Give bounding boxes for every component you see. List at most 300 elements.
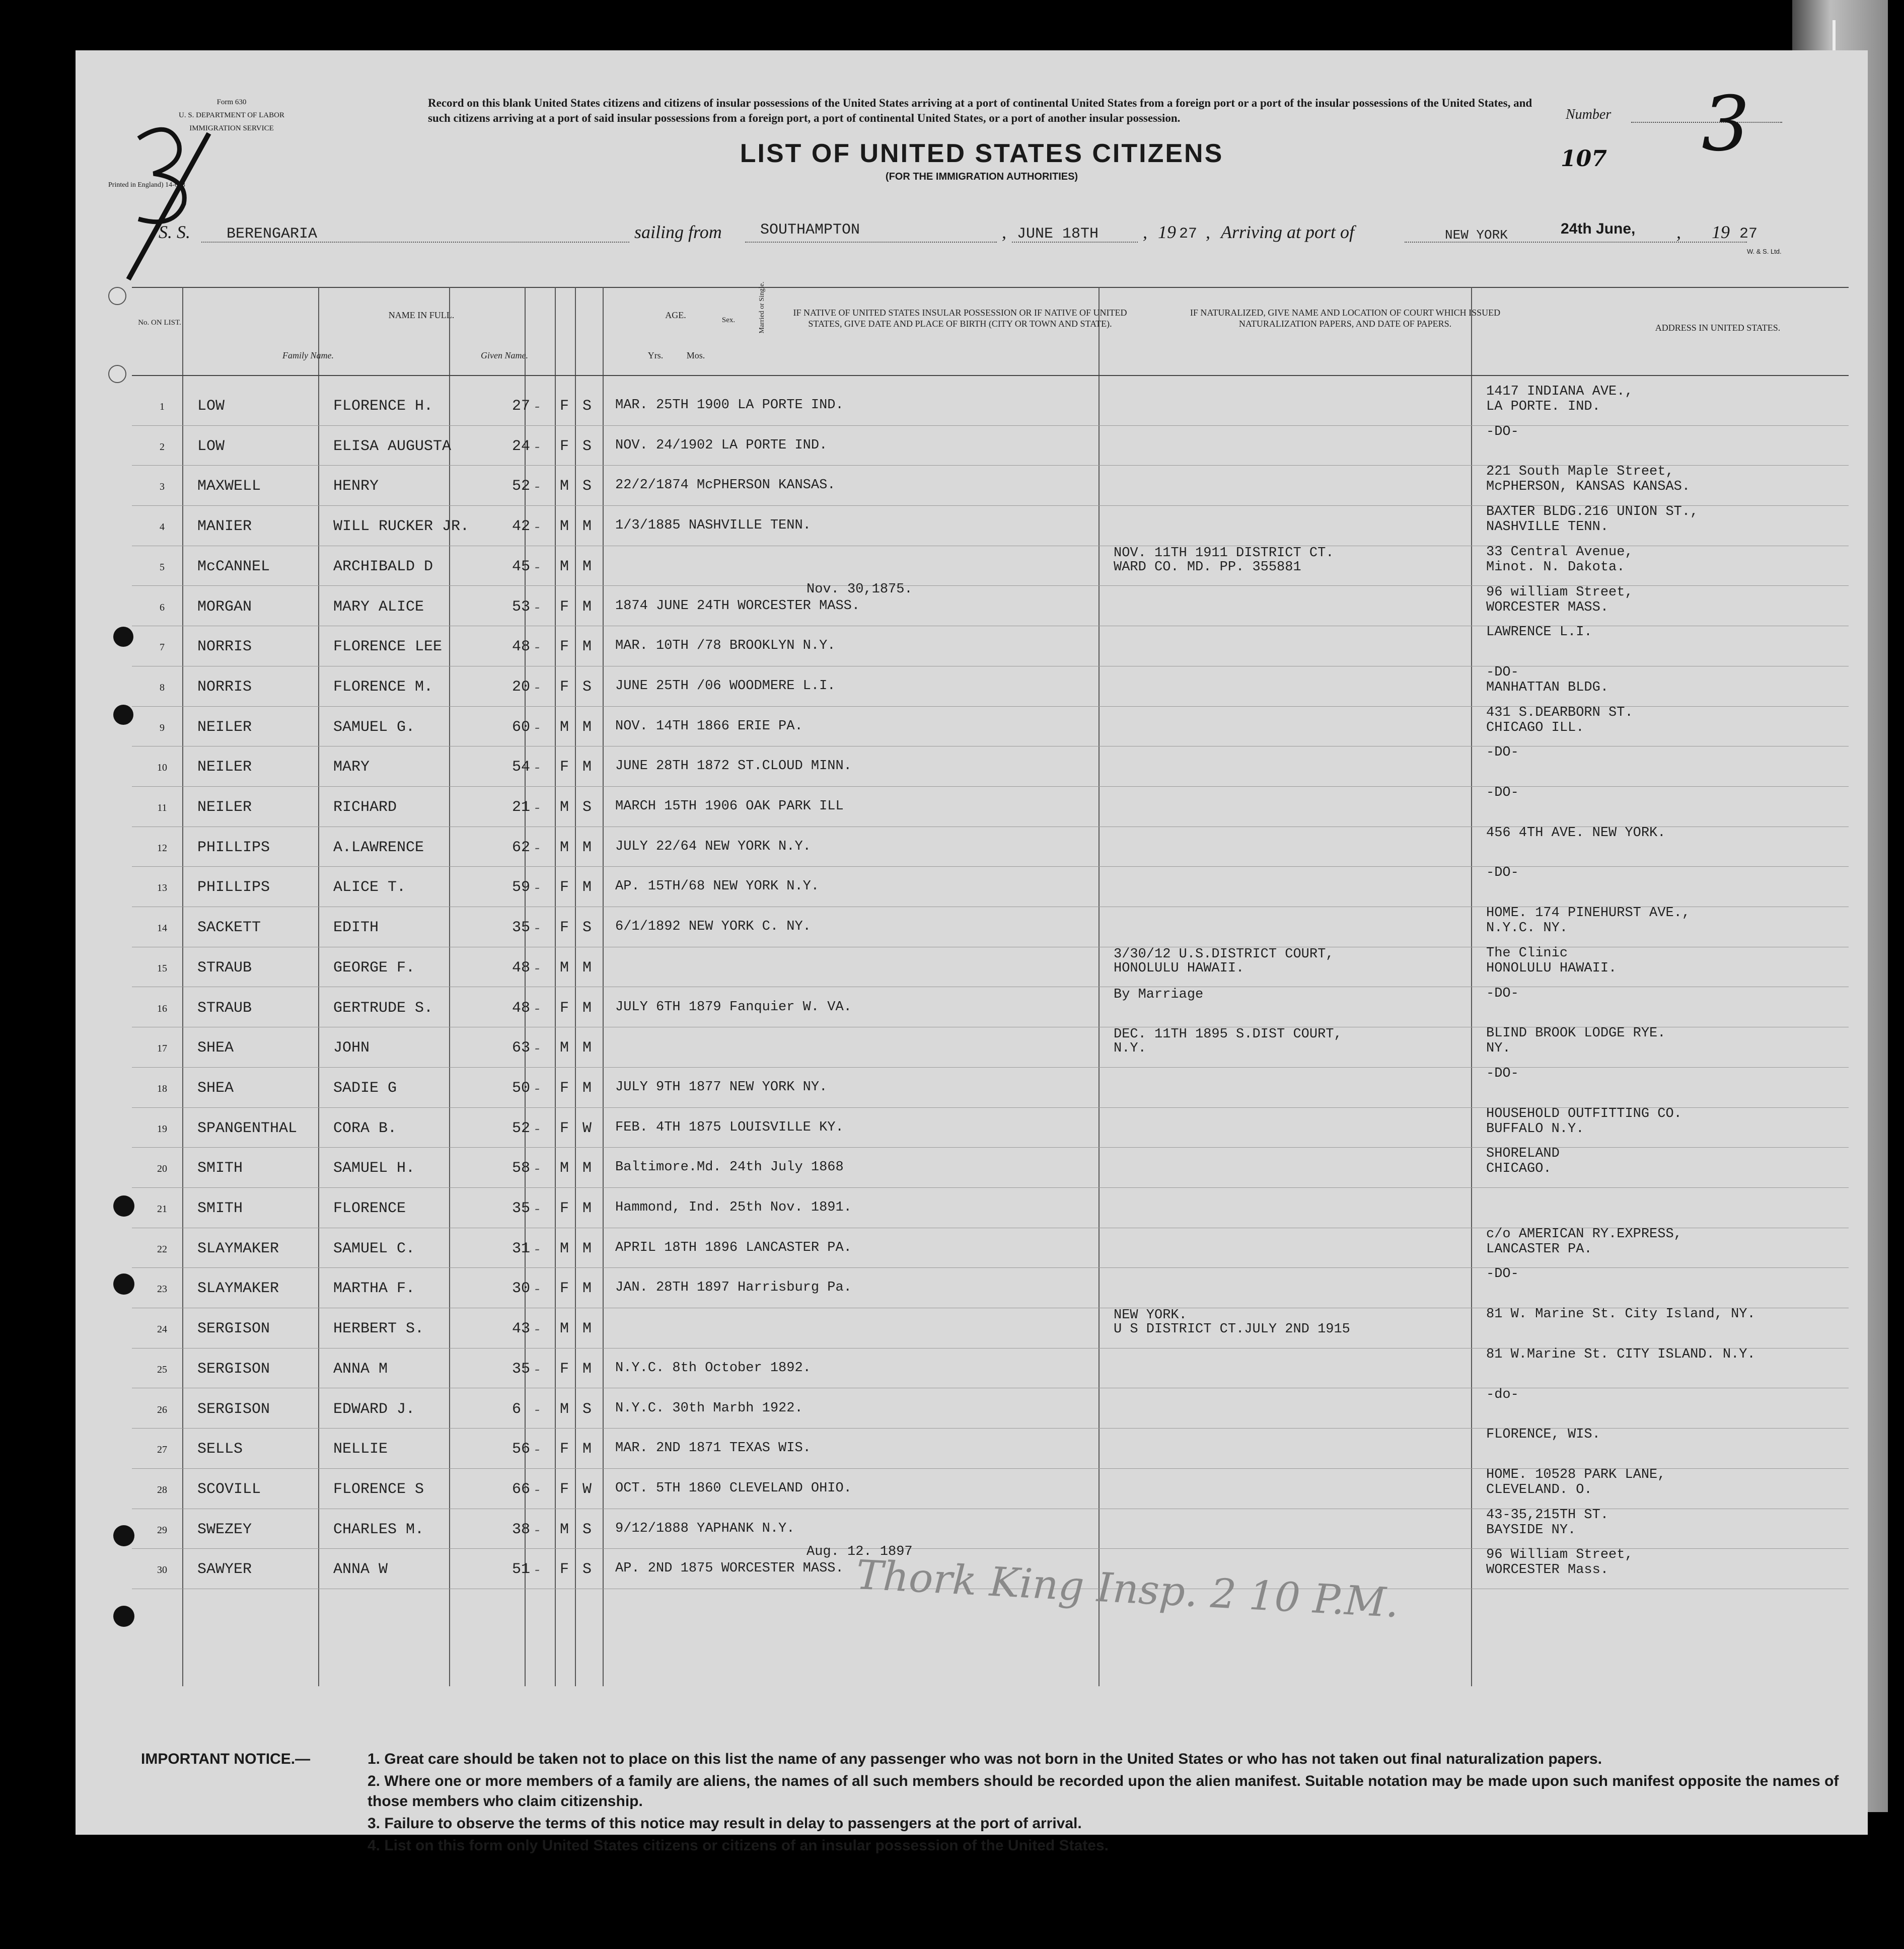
cell-sex: F bbox=[560, 1280, 569, 1298]
cell-given: ELISA AUGUSTA bbox=[333, 437, 452, 455]
cell-no: 3 bbox=[160, 481, 165, 493]
cell-mos: - bbox=[535, 959, 540, 977]
table-row bbox=[132, 465, 1849, 505]
cell-given: GERTRUDE S. bbox=[333, 999, 433, 1017]
cell-no: 10 bbox=[157, 762, 167, 774]
cell-family: NORRIS bbox=[197, 678, 252, 696]
cell-yrs: 50 bbox=[512, 1079, 531, 1097]
cell-family: NEILER bbox=[197, 759, 252, 776]
cell-yrs: 51 bbox=[512, 1561, 531, 1579]
cell-birth: MAR. 10TH /78 BROOKLYN N.Y. bbox=[615, 638, 836, 654]
ship-name: BERENGARIA bbox=[227, 226, 318, 243]
cell-no: 1 bbox=[160, 401, 165, 412]
cell-ms: M bbox=[582, 558, 592, 575]
cell-addr1: The Clinic bbox=[1486, 945, 1568, 961]
number-label: Number bbox=[1566, 107, 1612, 122]
cell-ms: S bbox=[582, 799, 592, 816]
cell-ms: S bbox=[582, 678, 592, 696]
table-row bbox=[132, 746, 1849, 786]
cell-given: SAMUEL G. bbox=[333, 718, 415, 736]
cell-sex: F bbox=[560, 678, 569, 696]
cell-family: McCANNEL bbox=[197, 558, 270, 575]
col-mos: Mos. bbox=[686, 350, 705, 360]
department: U. S. DEPARTMENT OF LABOR bbox=[179, 111, 284, 119]
table-row bbox=[132, 1428, 1849, 1468]
cell-mos: - bbox=[535, 1160, 540, 1178]
cell-sex: F bbox=[560, 1480, 569, 1498]
cell-birth: Baltimore.Md. 24th July 1868 bbox=[615, 1160, 844, 1175]
cell-addr2: LANCASTER PA. bbox=[1486, 1241, 1592, 1257]
year-to: 27 bbox=[1739, 226, 1758, 243]
cell-family: NEILER bbox=[197, 718, 252, 736]
col-yrs: Yrs. bbox=[647, 350, 664, 360]
cell-yrs: 58 bbox=[512, 1160, 531, 1177]
cell-yrs: 56 bbox=[512, 1441, 531, 1458]
manifest-sheet: Form 630 U. S. DEPARTMENT OF LABOR IMMIGRATION SERVICE Printed in England) 14-608 Record on this blank United States citizens and citizens of insular possessions of the United States arriving at a port of continental United States from a foreign port or a port of the insular possessions of the United States, and such citizens arriving at a port of said insular possessions from a foreign port, a port of continental United States, or a port of another insular possession. LIST OF UNITED STATES CITIZENS (FOR THE IMMIGRATION AUTHORITIES) Number 3 107 S. S. BERENGARIA sailing from SOUTHAMPTON , JUNE 18TH , 19 27 , Arriving at port of NEW YORK 24th June, , 19 27 W. & S. Ltd. No. ON LIST. NAME IN FULL. Family Name. Given Name. AGE. Yrs. Mos. Sex. Married or Single. IF NATIVE OF UNITED STATES INSULAR POSSESSION OR IF NATIVE OF UNITED STATES, GIVE DATE AND PLACE OF BIRTH (CITY OR TOWN AND STATE). IF NATURALIZED, GIVE NAME AND LOCATION OF COURT WHICH ISSUED NATURALIZATION PAPERS, AND DATE OF PAPERS. ADDRESS IN UNITED STATES. 1 LOW FLORENCE H. 27 - F S MAR. 25TH 1900 LA PORTE IND. 1417 INDIANA AVE., LA PORTE. IND. 2 LOW ELISA AUGUSTA 24 - F S NOV. 24/1902 LA PORTE IND. -DO- 3 MAXWELL HENRY 52 - M S 22/2/1874 McPHERSON KANSAS. 221 South Maple Street, McPHERSON, KANSAS KANSAS. 4 MANIER WILL RUCKER JR. 42 - M M 1/3/1885 NASHVILLE TENN. BAXTER BLDG.216 UNION ST., NASHVILLE TENN. 5 McCANNEL ARCHIBALD D 45 - M M NOV. 11TH 1911 DISTRICT CT. WARD CO. MD. PP. 355881 33 Central Avenue, Minot. N. Dakota. 6 MORGAN MARY ALICE 53 - F M Nov. 30,1875. 1874 JUNE 24TH WORCESTER MASS. 96 william Street, WORCESTER MASS. 7 NORRIS FLORENCE LEE 48 - F M MAR. 10TH /78 BROOKLYN N.Y. LAWRENCE L.I. 8 NORRIS FLORENCE M. 20 - F S JUNE 25TH /06 WOODMERE L.I. -DO- MANHATTAN BLDG. 9 NEILER SAMUEL G. 60 - M M NOV. 14TH 1866 ERIE PA. 431 S.DEARBORN ST. CHICAGO ILL. 10 NEILER MARY 54 - F M JUNE 28TH 1872 ST.CLOUD MINN. -DO- 11 NEILER RICHARD 21 - M S MARCH 15TH 1906 OAK PARK ILL -DO- 12 PHILLIPS A.LAWRENCE 62 - M M JULY 22/64 NEW YORK N.Y. 456 4TH AVE. NEW YORK. 13 PHILLIPS ALICE T. 59 - F M AP. 15TH/68 NEW YORK N.Y. -DO- 14 SACKETT EDITH 35 - F S 6/1/1892 NEW YORK C. NY. HOME. 174 PINEHURST AVE., N.Y.C. NY. 15 STRAUB GEORGE F. 48 - M M 3/30/12 U.S.DISTRICT COURT, HONOLULU HAWAII. The Clinic HONOLULU HAWAII. 16 STRAUB GERTRUDE S. 48 - F M JULY 6TH 1879 Fanquier W. VA. By Marriage -DO- 17 SHEA JOHN 63 - M M DEC. 11TH 1895 S.DIST COURT, N.Y. BLIND BROOK LODGE RYE. NY. 18 SHEA SADIE G 50 - F M JULY 9TH 1877 NEW YORK NY. -DO- 19 SPANGENTHAL CORA B. 52 - F W FEB. 4TH 1875 LOUISVILLE KY. HOUSEHOLD OUTFITTING CO. BUFFALO N.Y. 20 SMITH SAMUEL H. 58 - M M Baltimore.Md. 24th July 1868 SHORELAND CHICAGO. 21 SMITH FLORENCE 35 - F M Hammond, Ind. 25th Nov. 1891. 22 SLAYMAKER SAMUEL C. 31 - M M APRIL 18TH 1896 LANCASTER PA. c/o AMERICAN RY.EXPRESS, LANCASTER PA. 23 SLAYMAKER MARTHA F. 30 - F M JAN. 28TH 1897 Harrisburg Pa. -DO- 24 SERGISON HERBERT S. 43 - M M NEW YORK. U S DISTRICT CT.JULY 2ND 1915 81 W. Marine St. City Island, NY. 25 SERGISON ANNA M 35 - F M N.Y.C. 8th October 1892. 81 W.Marine St. CITY ISLAND. N.Y. 26 SERGISON EDWARD J. 6 - M S N.Y.C. 30th Marbh 1922. -do- 27 SELLS NELLIE 56 - F M MAR. 2ND 1871 TEXAS WIS. FLORENCE, WIS. 28 SCOVILL FLORENCE S 66 - F W OCT. 5TH 1860 CLEVELAND OHIO. HOME. 10528 PARK LANE, CLEVELAND. O. 29 SWEZEY CHARLES M. 38 - M S 9/12/1888 YAPHANK N.Y. 43-35,215TH ST. BAYSIDE NY. 30 SAWYER ANNA W 51 - F S Aug. 12. 1897 AP. 2ND 1875 WORCESTER MASS. 96 William Street, WORCESTER Mass. Thork King Insp. 2 10 P.M. IMPORTANT NOTICE.— 1. Great care should be taken not to place on this list the name of any passenger who was not born in the United States or who has not taken out final naturalization papers. 2. Where one or more members of a family are aliens, the names of all such members should be recorded upon the alien manifest. Suitable notation may be made upon such manifest opposite the names of those members who claim citizenship. 3. Failure to observe the terms of this notice may result in delay to passengers at the port of arrival. 4. List on this form only United States citizens or citizens of an insular possession of the United States. bbox=[76, 50, 1868, 1835]
notice-heading: IMPORTANT NOTICE.— bbox=[141, 1751, 311, 1767]
table-row bbox=[132, 987, 1849, 1027]
cell-mos: - bbox=[535, 518, 540, 536]
cell-addr2: CHICAGO ILL. bbox=[1486, 720, 1584, 735]
col-given: Given Name. bbox=[481, 350, 528, 360]
cell-addr1: -DO- bbox=[1486, 785, 1519, 800]
cell-birth: APRIL 18TH 1896 LANCASTER PA. bbox=[615, 1240, 852, 1255]
cell-yrs: 59 bbox=[512, 879, 531, 896]
cell-given: ARCHIBALD D bbox=[333, 558, 433, 575]
cell-birth: NOV. 14TH 1866 ERIE PA. bbox=[615, 718, 803, 734]
cell-no: 21 bbox=[157, 1204, 167, 1215]
cell-mos: - bbox=[535, 558, 540, 576]
cell-mos: - bbox=[535, 1200, 540, 1218]
cell-no: 27 bbox=[157, 1444, 167, 1456]
cell-sex: F bbox=[560, 638, 569, 656]
port-to: NEW YORK bbox=[1445, 228, 1508, 243]
cell-family: SMITH bbox=[197, 1200, 243, 1217]
cell-yrs: 53 bbox=[512, 598, 531, 616]
cell-mos: - bbox=[535, 1079, 540, 1097]
cell-addr1: 221 South Maple Street, bbox=[1486, 464, 1674, 480]
cell-ms: M bbox=[582, 1079, 592, 1097]
list-number: 3 bbox=[1702, 81, 1750, 168]
cell-given: FLORENCE LEE bbox=[333, 638, 443, 656]
cell-given: ANNA W bbox=[333, 1561, 388, 1579]
cell-yrs: 63 bbox=[512, 1039, 531, 1057]
table-row bbox=[132, 1348, 1849, 1388]
notice-item: 3. Failure to observe the terms of this notice may result in delay to passengers at the port of arrival. bbox=[368, 1815, 1082, 1832]
cell-yrs: 35 bbox=[512, 919, 531, 937]
cell-family: LOW bbox=[197, 437, 225, 455]
table-row bbox=[132, 907, 1849, 947]
cell-family: SERGISON bbox=[197, 1360, 270, 1378]
cell-ms: W bbox=[582, 1480, 592, 1498]
cell-mos: - bbox=[535, 1400, 540, 1418]
cell-sex: M bbox=[560, 839, 569, 856]
cell-given: MARTHA F. bbox=[333, 1280, 415, 1298]
sailing-label: sailing from bbox=[634, 222, 722, 242]
cell-sex: M bbox=[560, 1320, 569, 1338]
cell-ms: M bbox=[582, 879, 592, 896]
cell-birth: 9/12/1888 YAPHANK N.Y. bbox=[615, 1521, 795, 1536]
handwritten-number: 107 bbox=[1561, 146, 1607, 172]
cell-sex: M bbox=[560, 478, 569, 495]
passenger-table bbox=[132, 281, 1849, 1711]
cell-family: SAWYER bbox=[197, 1561, 252, 1579]
cell-no: 23 bbox=[157, 1284, 167, 1295]
cell-given: ANNA M bbox=[333, 1360, 388, 1378]
cell-birth: MARCH 15TH 1906 OAK PARK ILL bbox=[615, 799, 844, 814]
table-row bbox=[132, 626, 1849, 666]
cell-given: MARY bbox=[333, 759, 370, 776]
margin-mark bbox=[108, 118, 229, 287]
cell-family: MANIER bbox=[197, 518, 252, 536]
cell-no: 30 bbox=[157, 1564, 167, 1576]
cell-nat2: U S DISTRICT CT.JULY 2ND 1915 bbox=[1114, 1322, 1350, 1337]
notice-item: 1. Great care should be taken not to place on this list the name of any passenger who was not born in the United States or who has not taken out final naturalization papers. bbox=[368, 1751, 1602, 1767]
cell-addr2: CHICAGO. bbox=[1486, 1161, 1552, 1177]
cell-mos: - bbox=[535, 437, 540, 456]
cell-birth: N.Y.C. 30th Marbh 1922. bbox=[615, 1400, 803, 1416]
cell-no: 18 bbox=[157, 1083, 167, 1094]
cell-mos: - bbox=[535, 1480, 540, 1498]
cell-birth2: Aug. 12. 1897 bbox=[807, 1544, 913, 1560]
cell-given: RICHARD bbox=[333, 799, 397, 816]
table-row bbox=[132, 947, 1849, 987]
cell-ms: M bbox=[582, 1200, 592, 1217]
cell-family: STRAUB bbox=[197, 999, 252, 1017]
cell-addr1: 96 william Street, bbox=[1486, 584, 1633, 600]
cell-addr2: BUFFALO N.Y. bbox=[1486, 1121, 1584, 1137]
port-from: SOUTHAMPTON bbox=[760, 221, 860, 239]
cell-family: STRAUB bbox=[197, 959, 252, 977]
table-row bbox=[132, 706, 1849, 746]
cell-addr2: WORCESTER Mass. bbox=[1486, 1562, 1609, 1578]
cell-given: MARY ALICE bbox=[333, 598, 424, 616]
cell-nat1: DEC. 11TH 1895 S.DIST COURT, bbox=[1114, 1027, 1342, 1042]
year-prefix-from: 19 bbox=[1158, 222, 1176, 242]
cell-addr2: N.Y.C. NY. bbox=[1486, 921, 1568, 936]
cell-addr2: McPHERSON, KANSAS KANSAS. bbox=[1486, 479, 1691, 495]
cell-mos: - bbox=[535, 879, 540, 897]
cell-sex: M bbox=[560, 1521, 569, 1538]
table-row bbox=[132, 505, 1849, 546]
table-row bbox=[132, 1509, 1849, 1549]
cell-addr1: -DO- bbox=[1486, 1066, 1519, 1081]
cell-family: SHEA bbox=[197, 1039, 234, 1057]
cell-mos: - bbox=[535, 1561, 540, 1579]
cell-given: CORA B. bbox=[333, 1119, 397, 1137]
cell-birth: JAN. 28TH 1897 Harrisburg Pa. bbox=[615, 1280, 852, 1296]
punch-hole bbox=[113, 627, 133, 647]
table-row bbox=[132, 581, 1849, 626]
cell-addr1: BAXTER BLDG.216 UNION ST., bbox=[1486, 504, 1699, 520]
cell-addr2: BAYSIDE NY. bbox=[1486, 1522, 1576, 1538]
cell-ms: M bbox=[582, 1280, 592, 1298]
cell-sex: M bbox=[560, 558, 569, 575]
cell-yrs: 52 bbox=[512, 478, 531, 495]
cell-given: HENRY bbox=[333, 478, 379, 495]
cell-birth: JUNE 25TH /06 WOODMERE L.I. bbox=[615, 678, 836, 694]
punch-hole bbox=[113, 705, 133, 725]
cell-family: SLAYMAKER bbox=[197, 1280, 279, 1298]
cell-addr1: LAWRENCE L.I. bbox=[1486, 625, 1592, 640]
service: IMMIGRATION SERVICE bbox=[189, 124, 274, 132]
cell-no: 4 bbox=[160, 521, 165, 533]
cell-addr2: Minot. N. Dakota. bbox=[1486, 559, 1625, 575]
cell-ms: M bbox=[582, 759, 592, 776]
cell-sex: F bbox=[560, 598, 569, 616]
table-row bbox=[132, 546, 1849, 586]
printer-mark: W. & S. Ltd. bbox=[1747, 248, 1782, 255]
cell-yrs: 35 bbox=[512, 1360, 531, 1378]
cell-mos: - bbox=[535, 839, 540, 857]
cell-mos: - bbox=[535, 598, 540, 616]
cell-addr1: HOME. 10528 PARK LANE, bbox=[1486, 1467, 1666, 1482]
cell-family: PHILLIPS bbox=[197, 879, 270, 896]
cell-yrs: 48 bbox=[512, 999, 531, 1017]
cell-family: SMITH bbox=[197, 1160, 243, 1177]
date-from: JUNE 18TH bbox=[1017, 226, 1099, 243]
cell-no: 13 bbox=[157, 882, 167, 894]
cell-sex: M bbox=[560, 518, 569, 536]
cell-yrs: 54 bbox=[512, 759, 531, 776]
cell-addr2: WORCESTER MASS. bbox=[1486, 599, 1609, 615]
cell-no: 29 bbox=[157, 1524, 167, 1536]
cell-given: FLORENCE S bbox=[333, 1480, 424, 1498]
cell-mos: - bbox=[535, 1280, 540, 1298]
cell-family: SPANGENTHAL bbox=[197, 1119, 298, 1137]
col-naturalized: IF NATURALIZED, GIVE NAME AND LOCATION OF COURT WHICH ISSUED NATURALIZATION PAPERS, AND DATE OF PAPERS. bbox=[1190, 308, 1501, 329]
ss-label: S. S. bbox=[159, 222, 190, 242]
table-row bbox=[132, 1267, 1849, 1308]
cell-addr1: -DO- bbox=[1486, 986, 1519, 1001]
cell-no: 2 bbox=[160, 441, 165, 453]
cell-addr1: SHORELAND bbox=[1486, 1146, 1560, 1162]
col-married: Married or Single. bbox=[758, 281, 766, 334]
cell-family: SLAYMAKER bbox=[197, 1240, 279, 1257]
table-row bbox=[132, 1187, 1849, 1228]
cell-sex: F bbox=[560, 1079, 569, 1097]
cell-addr2: NASHVILLE TENN. bbox=[1486, 519, 1609, 535]
cell-sex: M bbox=[560, 718, 569, 736]
punch-hole bbox=[113, 1606, 134, 1627]
cell-family: SELLS bbox=[197, 1441, 243, 1458]
cell-given: NELLIE bbox=[333, 1441, 388, 1458]
cell-yrs: 38 bbox=[512, 1521, 531, 1538]
cell-no: 14 bbox=[157, 923, 167, 934]
cell-no: 8 bbox=[160, 682, 165, 693]
cell-family: SERGISON bbox=[197, 1320, 270, 1338]
cell-sex: M bbox=[560, 799, 569, 816]
col-address: ADDRESS IN UNITED STATES. bbox=[1655, 323, 1781, 333]
cell-yrs: 31 bbox=[512, 1240, 531, 1257]
cell-yrs: 48 bbox=[512, 638, 531, 656]
cell-no: 20 bbox=[157, 1163, 167, 1175]
cell-birth: 1/3/1885 NASHVILLE TENN. bbox=[615, 518, 811, 534]
cell-birth: JULY 6TH 1879 Fanquier W. VA. bbox=[615, 999, 852, 1015]
cell-sex: F bbox=[560, 398, 569, 415]
table-row bbox=[132, 425, 1849, 466]
cell-no: 7 bbox=[160, 642, 165, 653]
cell-family: MORGAN bbox=[197, 598, 252, 616]
cell-ms: M bbox=[582, 1160, 592, 1177]
cell-family: SERGISON bbox=[197, 1400, 270, 1418]
cell-no: 25 bbox=[157, 1364, 167, 1375]
cell-given: CHARLES M. bbox=[333, 1521, 424, 1538]
cell-ms: M bbox=[582, 1360, 592, 1378]
table-row bbox=[132, 1468, 1849, 1509]
cell-yrs: 52 bbox=[512, 1119, 531, 1137]
cell-nat2: HONOLULU HAWAII. bbox=[1114, 960, 1244, 976]
cell-given: EDWARD J. bbox=[333, 1400, 415, 1418]
cell-no: 12 bbox=[157, 842, 167, 854]
cell-no: 16 bbox=[157, 1003, 167, 1014]
handwritten-number-icon bbox=[108, 118, 229, 284]
cell-no: 9 bbox=[160, 722, 165, 733]
cell-birth: AP. 15TH/68 NEW YORK N.Y. bbox=[615, 879, 820, 894]
table-row bbox=[132, 866, 1849, 907]
cell-family: SACKETT bbox=[197, 919, 261, 937]
punch-hole bbox=[113, 1525, 134, 1546]
cell-addr1: -DO- bbox=[1486, 424, 1519, 439]
cell-family: NORRIS bbox=[197, 638, 252, 656]
cell-given: JOHN bbox=[333, 1039, 370, 1057]
cell-mos: - bbox=[535, 1521, 540, 1539]
cell-yrs: 48 bbox=[512, 959, 531, 977]
cell-addr2: CLEVELAND. O. bbox=[1486, 1482, 1592, 1497]
cell-ms: M bbox=[582, 1240, 592, 1257]
table-row bbox=[132, 666, 1849, 706]
cell-addr1: 81 W.Marine St. CITY ISLAND. N.Y. bbox=[1486, 1346, 1755, 1362]
table-row bbox=[132, 827, 1849, 867]
cell-ms: S bbox=[582, 398, 592, 415]
cell-sex: F bbox=[560, 919, 569, 937]
cell-no: 6 bbox=[160, 602, 165, 613]
cell-addr1: -do- bbox=[1486, 1387, 1519, 1402]
cell-given: SADIE G bbox=[333, 1079, 397, 1097]
cell-birth: FEB. 4TH 1875 LOUISVILLE KY. bbox=[615, 1119, 844, 1135]
cell-mos: - bbox=[535, 398, 540, 415]
cell-ms: M bbox=[582, 999, 592, 1017]
table-row bbox=[132, 1228, 1849, 1268]
table-row bbox=[132, 1067, 1849, 1107]
table-row bbox=[132, 1027, 1849, 1067]
cell-addr1: 456 4TH AVE. NEW YORK. bbox=[1486, 825, 1666, 841]
cell-mos: - bbox=[535, 638, 540, 656]
printed-line: Printed in England) 14-608 bbox=[108, 181, 185, 189]
table-row bbox=[132, 1147, 1849, 1187]
cell-given: HERBERT S. bbox=[333, 1320, 424, 1338]
cell-given: EDITH bbox=[333, 919, 379, 937]
cell-yrs: 20 bbox=[512, 678, 531, 696]
cell-given: WILL RUCKER JR. bbox=[333, 518, 470, 536]
cell-ms: S bbox=[582, 1521, 592, 1538]
cell-given: FLORENCE bbox=[333, 1200, 406, 1217]
cell-addr2: LA PORTE. IND. bbox=[1486, 399, 1600, 414]
notice-list bbox=[368, 1749, 1868, 1858]
cell-mos: - bbox=[535, 759, 540, 777]
cell-addr1: HOUSEHOLD OUTFITTING CO. bbox=[1486, 1106, 1682, 1121]
cell-yrs: 62 bbox=[512, 839, 531, 856]
arrival-date: 24th June, bbox=[1561, 220, 1636, 237]
cell-addr1: 96 William Street, bbox=[1486, 1547, 1633, 1563]
record-instructions: Record on this blank United States citizens and citizens of insular possessions of the United States arriving at a port of continental United States from a foreign port or a port of the insular possessions of the United States, and such citizens arriving at a port of said insular possessions from a foreign port, a port of continental United States, or a port of another insular possession. bbox=[428, 97, 1532, 124]
cell-addr1: 431 S.DEARBORN ST. bbox=[1486, 705, 1633, 720]
cell-family: SHEA bbox=[197, 1079, 234, 1097]
cell-no: 19 bbox=[157, 1123, 167, 1135]
cell-birth: AP. 2ND 1875 WORCESTER MASS. bbox=[615, 1561, 844, 1577]
cell-sex: M bbox=[560, 1400, 569, 1418]
page-title: LIST OF UNITED STATES CITIZENS bbox=[740, 139, 1224, 168]
cell-no: 17 bbox=[157, 1043, 167, 1055]
cell-ms: M bbox=[582, 518, 592, 536]
cell-ms: S bbox=[582, 919, 592, 937]
cell-given: GEORGE F. bbox=[333, 959, 415, 977]
cell-birth: 22/2/1874 McPHERSON KANSAS. bbox=[615, 478, 836, 493]
cell-sex: M bbox=[560, 959, 569, 977]
cell-addr1: 33 Central Avenue, bbox=[1486, 544, 1633, 560]
cell-ms: S bbox=[582, 1561, 592, 1579]
cell-given: ALICE T. bbox=[333, 879, 406, 896]
cell-nat2: WARD CO. MD. PP. 355881 bbox=[1114, 559, 1301, 575]
cell-ms: M bbox=[582, 638, 592, 656]
notice-item: 4. List on this form only United States citizens or citizens of an insular possession of the United States. bbox=[368, 1837, 1109, 1854]
cell-addr1: 43-35,215TH ST. bbox=[1486, 1507, 1609, 1523]
cell-addr1: HOME. 174 PINEHURST AVE., bbox=[1486, 906, 1691, 921]
punch-hole bbox=[113, 1195, 134, 1217]
notice-item: 2. Where one or more members of a family are aliens, the names of all such members should be recorded upon the alien manifest. Suitable notation may be made upon such manifest opposite the names of those members who claim citizenship. bbox=[368, 1773, 1839, 1810]
cell-yrs: 6 bbox=[512, 1400, 522, 1418]
cell-mos: - bbox=[535, 1119, 540, 1138]
table-row bbox=[132, 786, 1849, 827]
col-age: AGE. bbox=[665, 310, 686, 320]
cell-no: 5 bbox=[160, 561, 165, 573]
col-sex: Sex. bbox=[721, 316, 736, 324]
cell-ms: W bbox=[582, 1119, 592, 1137]
cell-nat1: 3/30/12 U.S.DISTRICT COURT, bbox=[1114, 946, 1334, 962]
cell-sex: F bbox=[560, 1441, 569, 1458]
cell-no: 28 bbox=[157, 1484, 167, 1495]
col-family: Family Name. bbox=[282, 350, 334, 360]
cell-addr1: BLIND BROOK LODGE RYE. bbox=[1486, 1026, 1666, 1041]
cell-ms: S bbox=[582, 437, 592, 455]
cell-sex: F bbox=[560, 1561, 569, 1579]
cell-yrs: 21 bbox=[512, 799, 531, 816]
cell-birth: Hammond, Ind. 25th Nov. 1891. bbox=[615, 1200, 852, 1215]
cell-addr2: MANHATTAN BLDG. bbox=[1486, 680, 1609, 695]
cell-mos: - bbox=[535, 1039, 540, 1058]
cell-ms: M bbox=[582, 959, 592, 977]
cell-ms: S bbox=[582, 1400, 592, 1418]
cell-sex: F bbox=[560, 879, 569, 896]
cell-given: SAMUEL H. bbox=[333, 1160, 415, 1177]
cell-sex: M bbox=[560, 1240, 569, 1257]
cell-birth: OCT. 5TH 1860 CLEVELAND OHIO. bbox=[615, 1480, 852, 1496]
cell-birth: N.Y.C. 8th October 1892. bbox=[615, 1360, 811, 1376]
cell-yrs: 24 bbox=[512, 437, 531, 455]
cell-given: FLORENCE M. bbox=[333, 678, 433, 696]
cell-birth: JULY 9TH 1877 NEW YORK NY. bbox=[615, 1079, 828, 1095]
cell-sex: F bbox=[560, 1360, 569, 1378]
cell-sex: F bbox=[560, 1200, 569, 1217]
cell-mos: - bbox=[535, 478, 540, 496]
cell-nat2: N.Y. bbox=[1114, 1041, 1146, 1057]
cell-birth: 1874 JUNE 24TH WORCESTER MASS. bbox=[615, 598, 860, 614]
cell-ms: S bbox=[582, 478, 592, 495]
cell-family: LOW bbox=[197, 398, 225, 415]
cell-ms: M bbox=[582, 598, 592, 616]
cell-family: PHILLIPS bbox=[197, 839, 270, 856]
table-row bbox=[132, 1308, 1849, 1348]
